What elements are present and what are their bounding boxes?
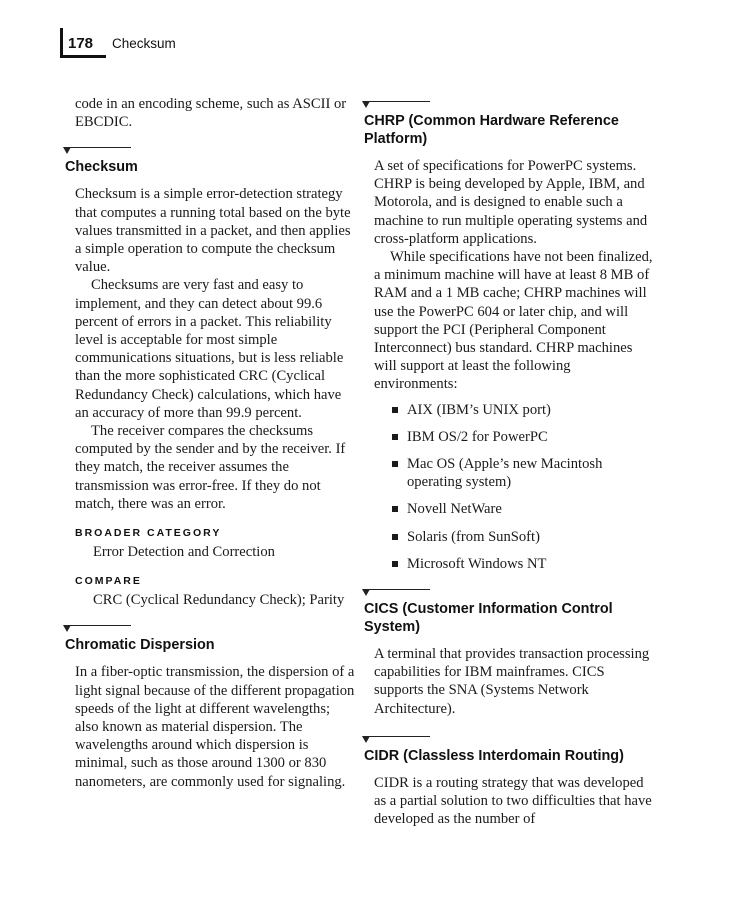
broader-category-value: Error Detection and Correction [93,544,275,561]
entry-body [65,185,355,513]
entry-term: CICS (Customer Information Control System) [364,601,613,636]
entry-marker-triangle [65,147,131,148]
entry-marker-triangle [65,625,131,626]
running-head-rule-vertical [60,28,63,58]
list-item: Novell NetWare [374,500,654,518]
entry-cidr [364,736,654,829]
entry-body [364,157,654,573]
list-item: Solaris (from SunSoft) [374,528,654,546]
broader-category-label: BROADER CATEGORY [75,527,222,540]
entry-marker-triangle [364,101,430,102]
compare-label: COMPARE [75,575,142,588]
running-head-rule-horizontal [60,55,106,58]
entry-body [364,645,654,718]
entry-cics [364,589,654,718]
right-column [364,95,654,828]
entry-body [364,774,654,829]
entry-term: Chromatic Dispersion [65,637,215,654]
entry-marker-triangle [364,589,430,590]
environment-list [374,401,654,573]
entry-heading [65,625,355,654]
list-item: IBM OS/2 for PowerPC [374,428,654,446]
compare-value: CRC (Cyclical Redundancy Check); Parity [93,592,345,609]
running-head [60,28,180,58]
entry-marker-triangle [364,736,430,737]
list-item: Mac OS (Apple’s new Macintosh operating system) [374,455,654,491]
paragraph: While specifications have not been finalized, a minimum machine will have at least 8 MB of RAM and a 1 MB cache; CHRP machines will use the PowerPC 604 or later chip, and will support the PCI (Peripheral Component Interconnect) bus standard. CHRP machines will support at least the following environments: [374,249,653,393]
entry-chrp [364,101,654,573]
continuation-text: code in an encoding scheme, such as ASCII or EBCDIC. [75,96,347,131]
paragraph: A terminal that provides transaction processing capabilities for IBM mainframes. CICS supports the SNA (Systems Network Architecture). [374,646,650,717]
continuation-block [65,95,355,131]
entry-chromatic-dispersion [65,625,355,790]
paragraph: The receiver compares the checksums computed by the sender and by the receiver. If they match, the receiver assumes the transmission was error-free. If they do not match, there was an error. [75,423,346,512]
list-item: AIX (IBM’s UNIX port) [374,401,654,419]
page-number: 178 [68,35,94,52]
paragraph: In a fiber-optic transmission, the dispersion of a light signal because of the different propagation speeds of the light at different wavelengths; also known as material dispersion. The wavelengths around which dispersion is minimal, such as those around 1300 or 830 nanometers, are commonly used for signaling. [75,664,355,790]
entry-heading [364,736,654,765]
entry-heading [364,589,654,636]
paragraph: Checksums are very fast and easy to implement, and they can detect about 99.6 percent of errors in a packet. This reliability level is acceptable for most simple communications situations, but is less reliable than the more sophisticated CRC (Cyclical Redundancy Check) calculations, which have an accuracy of more than 99.9 percent. [75,277,344,421]
entry-heading [364,101,654,148]
paragraph: Checksum is a simple error-detection strategy that computes a running total based on the byte values transmitted in a packet, and then applies a simple operation to compute the checksum value. [75,186,351,276]
paragraph: A set of specifications for PowerPC systems. CHRP is being developed by Apple, IBM, and Motorola, and is designed to enable such a machine to run multiple operating systems and cross-platform applications. [374,158,648,247]
entry-heading [65,147,355,176]
entry-term: CIDR (Classless Interdomain Routing) [364,747,624,764]
entry-checksum [65,147,355,609]
running-head-title: Checksum [112,36,176,51]
entry-term: CHRP (Common Hardware Reference Platform) [364,113,619,147]
paragraph: CIDR is a routing strategy that was developed as a partial solution to two difficulties that have developed as the number of [374,774,652,828]
list-item: Microsoft Windows NT [374,555,654,573]
entry-term: Checksum [65,159,138,176]
entry-body [65,663,355,790]
left-column [65,95,355,791]
